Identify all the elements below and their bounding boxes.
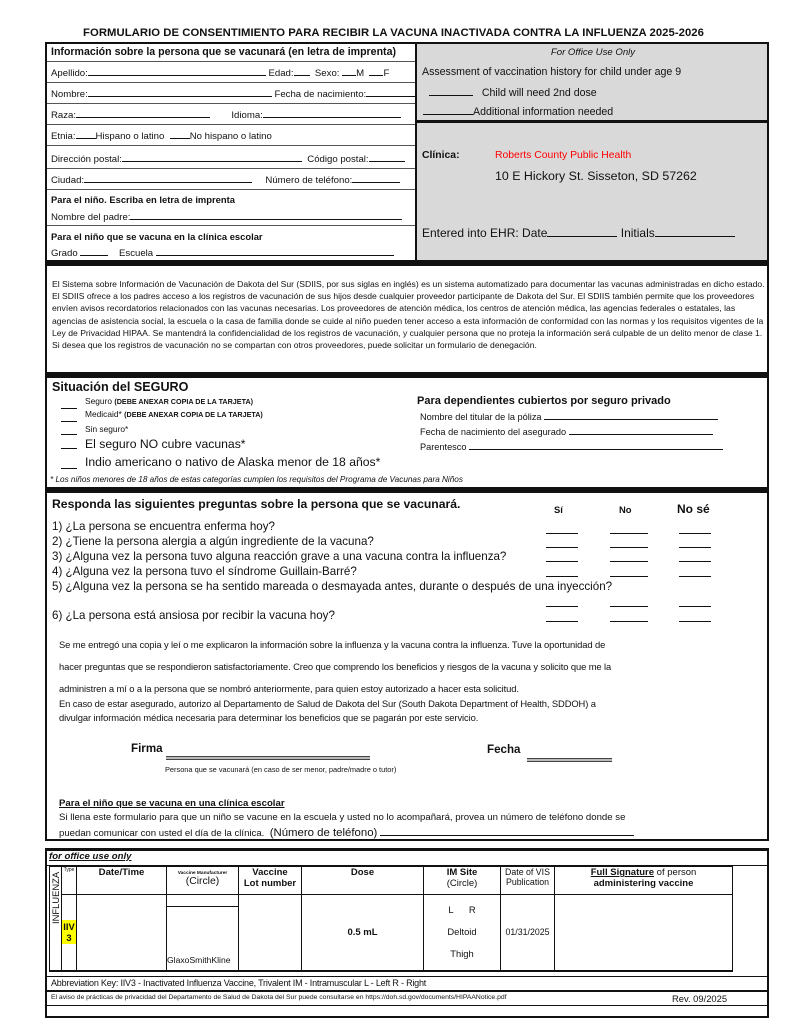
clinic-name: Roberts County Public Health [495,150,632,161]
office-use-heading: For Office Use Only [550,47,636,58]
idioma-field[interactable] [263,108,401,118]
datetime-cell[interactable] [77,895,167,971]
no-hispano-label: No hispano o latino [189,131,272,142]
manufacturer-option-gsk[interactable]: GlaxoSmithKline [167,954,231,965]
q3-si-blank[interactable] [546,561,578,562]
patient-info-heading: Información sobre la persona que se vacunará (en letra de imprenta) [51,46,396,58]
additional-info-field[interactable] [423,105,473,115]
grado-label: Grado [51,248,78,259]
grado-field[interactable] [80,246,108,256]
nombre-row [51,87,416,100]
insurance-option-no-cubre: El seguro NO cubre vacunas* [85,437,246,451]
signature-header-sub: administering vaccine [593,878,694,889]
ehr-initials-field[interactable] [655,227,735,237]
type-cell [62,895,77,971]
q1-no-blank[interactable] [610,533,648,534]
q6-no-blank[interactable] [610,621,648,622]
insurance-option-blank[interactable] [61,448,77,449]
firma-field[interactable] [166,756,370,760]
question-5: 5) ¿Alguna vez la persona se ha sentido mareada o desmayada antes, durante o después de una inyección? [52,580,613,593]
direccion-field[interactable] [122,152,302,162]
insured-dob-row [420,425,713,437]
col-no-header: No [619,504,632,515]
q3-no-blank[interactable] [610,561,648,562]
insurance-heading: Situación del SEGURO [52,380,189,394]
signature-header-underlined: Full Signature [590,867,655,878]
ehr-initials-label: Initials [620,226,655,240]
question-3: 3) ¿Alguna vez la persona tuvo alguna reacción grave a una vacuna contra la influenza? [52,550,507,563]
insurance-option-blank[interactable] [61,434,77,435]
signature-header-rest: of person [654,867,697,878]
office-use-only-label: for office use only [49,851,132,862]
school-clinic-heading: Para el niño que se vacuna en una clínica escolar [59,798,285,809]
vis-header-sub: Publication [505,877,550,887]
signature-cell[interactable] [555,895,733,971]
fecha-nacimiento-field[interactable] [366,87,416,97]
fecha-label: Fecha [487,743,521,756]
col-si-header: Sí [554,504,563,515]
form-title: FORMULARIO DE CONSENTIMIENTO PARA RECIBIR LA VACUNA INACTIVADA CONTRA LA INFLUENZA 2025-2026 [83,27,704,39]
insurance-option-blank[interactable] [61,421,77,422]
firma-label: Firma [131,742,163,755]
vaccine-admin-table [49,866,733,972]
ciudad-field[interactable] [84,173,252,183]
vis-header-label: Date of VIS [505,867,550,877]
ciudad-row [51,173,400,186]
school-clinic-line-1: Si llena este formulario para que un niño se vacune en la escuela y usted no lo acompañará, provea un número de teléfono donde se [59,812,626,823]
relationship-row [420,440,723,452]
patient-info-section [45,42,769,262]
fecha-nacimiento-label: Fecha de nacimiento: [274,89,367,100]
privacy-notice: El aviso de prácticas de privacidad del Departamento de Salud de Dakota del Sur puede consultarse en https://doh.sd.gov/documents/HIPAANotice.pdf [51,994,507,1001]
sexo-label: Sexo: [314,68,340,79]
q5-no-blank[interactable] [610,606,648,607]
table-row-iiv3 [50,895,733,971]
type-iiv3-badge: IIV 3 [63,921,75,944]
insurance-option-medicaid [85,409,263,419]
direccion-row [51,152,405,165]
raza-row [51,108,401,121]
signature-header [555,867,733,895]
revision-label: Rev. 09/2025 [672,993,728,1004]
q2-nose-blank[interactable] [679,547,711,548]
q6-nose-blank[interactable] [679,621,711,622]
hispano-label: Hispano o latino [95,131,165,142]
assessment-text: Assessment of vaccination history for child under age 9 [422,66,682,78]
question-2: 2) ¿Tiene la persona alergia a algún ingrediente de la vacuna? [52,535,374,548]
table-header-row [50,867,733,895]
dose-cell: 0.5 mL [302,895,424,971]
insurance-option-sin-seguro: Sin seguro* [85,424,129,434]
raza-label: Raza: [51,110,77,121]
sexo-m-label: M [356,68,365,79]
site-option-thigh[interactable]: Thigh [450,948,474,960]
policy-holder-label: Nombre del titular de la póliza [420,412,542,422]
influenza-side-label: INFLUENZA [50,871,61,924]
private-insurance-heading: Para dependientes cubiertos por seguro privado [417,395,671,407]
site-option-deltoid[interactable]: Deltoid [447,926,477,938]
codigo-postal-field[interactable] [369,152,405,162]
sdiis-section [45,262,769,374]
manufacturer-header [167,867,239,895]
second-dose-row [429,86,597,99]
firma-note: Persona que se vacunará (en caso de ser menor, padre/madre o tutor) [165,765,397,774]
school-phone-field[interactable] [380,826,634,836]
insurance-option-note: (DEBE ANEXAR COPIA DE LA TARJETA) [114,397,254,406]
ciudad-label: Ciudad: [51,175,85,186]
q4-no-blank[interactable] [610,576,648,577]
sexo-f-field[interactable] [369,66,383,76]
escuela-label: Escuela [119,248,154,259]
col-nose-header: No sé [677,502,710,516]
lot-header-sub: Lot number [243,878,297,889]
school-heading: Para el niño que se vacuna en la clínica escolar [51,231,263,242]
office-divider [417,120,769,123]
admin-section [45,848,769,1018]
insured-dob-field[interactable] [569,425,713,435]
nombre-label: Nombre: [51,89,88,100]
insurance-option-seguro [85,396,253,406]
school-clinic-line-2-text: puedan comunicar con usted el día de la clínica. [59,828,265,839]
vis-header [501,867,555,895]
insurance-option-blank[interactable] [61,408,77,409]
padre-field[interactable] [130,210,402,220]
insured-dob-label: Fecha de nacimiento del asegurado [420,427,567,437]
relationship-field[interactable] [469,440,723,450]
apellido-field[interactable] [88,66,266,76]
codigo-postal-label: Código postal: [307,154,369,165]
hispano-field[interactable] [76,129,96,139]
site-option-lr[interactable]: L R [448,904,476,916]
clinic-label: Clínica: [422,150,460,161]
q3-nose-blank[interactable] [679,561,711,562]
telefono-label: Número de teléfono: [265,175,353,186]
apellido-label: Apellido: [51,68,88,79]
site-header-sub: (Circle) [446,878,478,889]
sdiis-text: El Sistema sobre Información de Vacunación de Dakota del Sur (SDIIS, por sus siglas en inglés) es un sistema automatizado para documentar las vacunas administradas en dicho estado. El SDIIS ofrece a los padres acceso a los registros de vacunación de sus hijos desde cualquier proveedor participante de Dakota del Sur. El SDIIS también permite que los proveedores envíen avisos recordatorios relacionados con las vacunas necesarias. Los proveedores de atención médica, los centros de atención médica, las agencias federales o estatales, las agencias de asistencia social, la escuela o la casa de familia donde se cuide al niño pueden tener acceso a esta información de conformidad con las normas y los requisitos vigentes de la Ley de Privacidad HIPAA. Se mantendrá la confidencialidad de los registros de vacunación, y cualquier persona que no proteja la información será culpable de un delito menor de clase 1. Si desea que los registros de vacunación no se compartan con otros proveedores, puede solicitar un formulario de denegación. [52,279,765,351]
consent-line-5: divulgar información médica necesaria para determinar los beneficios que se pagarán por este servicio. [59,712,479,723]
apellido-row [51,66,389,79]
dose-header: Dose [302,867,424,895]
policy-holder-row [420,410,718,422]
idioma-label: Idioma: [231,110,263,121]
etnia-label: Etnia: [51,131,76,142]
lot-header [239,867,302,895]
q1-nose-blank[interactable] [679,533,711,534]
q6-si-blank[interactable] [546,621,578,622]
padre-label: Nombre del padre: [51,212,131,223]
manufacturer-cell[interactable] [167,895,239,971]
sexo-m-field[interactable] [342,66,356,76]
edad-field[interactable] [294,66,310,76]
school-clinic-line-2 [59,826,634,839]
questions-heading: Responda las siguientes preguntas sobre la persona que se vacunará. [52,497,461,511]
office-use-panel [415,44,767,260]
insurance-footnote: * Los niños menores de 18 años de estas categorías cumplen los requisitos del Programa de Vacunas para Niños [50,475,463,484]
second-dose-label: Child will need 2nd dose [481,87,597,99]
additional-info-row [423,105,613,118]
q1-si-blank[interactable] [546,533,578,534]
no-hispano-field[interactable] [170,129,190,139]
datetime-header: Date/Time [77,867,167,895]
direccion-label: Dirección postal: [51,154,122,165]
q4-nose-blank[interactable] [679,576,711,577]
child-heading: Para el niño. Escriba en letra de imprenta [51,194,235,205]
q2-no-blank[interactable] [610,547,648,548]
q5-nose-blank[interactable] [679,606,711,607]
etnia-row [51,129,272,142]
questions-consent-section [45,489,769,841]
telefono-field[interactable] [352,173,400,183]
vis-date-cell: 01/31/2025 [501,895,555,971]
fecha-field[interactable] [527,758,612,762]
consent-line-3: administren a mí o a la persona que se nombró anteriormente, para quien estoy autorizado a hacer esta solicitud. [59,683,519,694]
insurance-section [45,374,769,489]
second-dose-field[interactable] [429,86,473,96]
edad-label: Edad: [268,68,294,79]
clinic-address: 10 E Hickory St. Sisseton, SD 57262 [495,169,697,183]
nombre-field[interactable] [88,87,272,97]
consent-line-2: hacer preguntas que se respondieron satisfactoriamente. Creo que comprendo los beneficios y riesgos de la vacuna y solicito que me la [59,661,612,672]
q2-si-blank[interactable] [546,547,578,548]
abbreviation-key: Abbreviation Key: IIV3 - Inactivated Influenza Vaccine, Trivalent IM - Intramuscular L - Left R - Right [51,978,427,988]
ehr-row [422,226,735,240]
manufacturer-header-label: Vaccine Manufacturer [177,871,228,876]
ehr-date-label: Entered into EHR: Date [422,226,548,240]
site-cell[interactable] [424,895,501,971]
type-header: Type [62,867,77,895]
manufacturer-header-sub: (Circle) [185,876,220,887]
school-phone-label: (Número de teléfono) [269,827,378,839]
padre-row [51,210,402,223]
sexo-f-label: F [383,68,390,79]
q4-si-blank[interactable] [546,576,578,577]
insurance-option-indio-americano: Indio americano o nativo de Alaska menor de 18 años* [85,455,381,469]
lot-cell[interactable] [239,895,302,971]
question-4: 4) ¿Alguna vez la persona tuvo el síndrome Guillain-Barré? [52,565,357,578]
insurance-option-label: Medicaid* [85,409,122,419]
consent-line-1: Se me entregó una copia y leí o me explicaron la información sobre la influenza y la vacuna contra la influenza. Tuve la oportunidad de [59,639,606,650]
consent-line-4: En caso de estar asegurado, autorizo al Departamento de Salud de Dakota del Sur (South Dakota Department of Health, SDDOH) a [59,698,596,709]
patient-info-panel [47,44,415,260]
question-1: 1) ¿La persona se encuentra enferma hoy? [52,520,275,533]
additional-info-label: Additional information needed [473,106,614,118]
insurance-option-blank[interactable] [61,468,77,469]
escuela-field[interactable] [156,246,394,256]
relationship-label: Parentesco [420,442,467,452]
raza-field[interactable] [76,108,210,118]
lot-header-label: Vaccine [252,867,288,878]
site-header [424,867,501,895]
ehr-date-field[interactable] [547,227,617,237]
grado-row [51,246,394,259]
site-header-label: IM Site [446,867,478,878]
insurance-option-label: Seguro [85,396,113,406]
q5-si-blank[interactable] [546,606,578,607]
influenza-side-label-cell [50,867,62,971]
policy-holder-field[interactable] [544,410,718,420]
insurance-option-note: (DEBE ANEXAR COPIA DE LA TARJETA) [124,410,263,419]
question-6: 6) ¿La persona está ansiosa por recibir la vacuna hoy? [52,609,335,622]
